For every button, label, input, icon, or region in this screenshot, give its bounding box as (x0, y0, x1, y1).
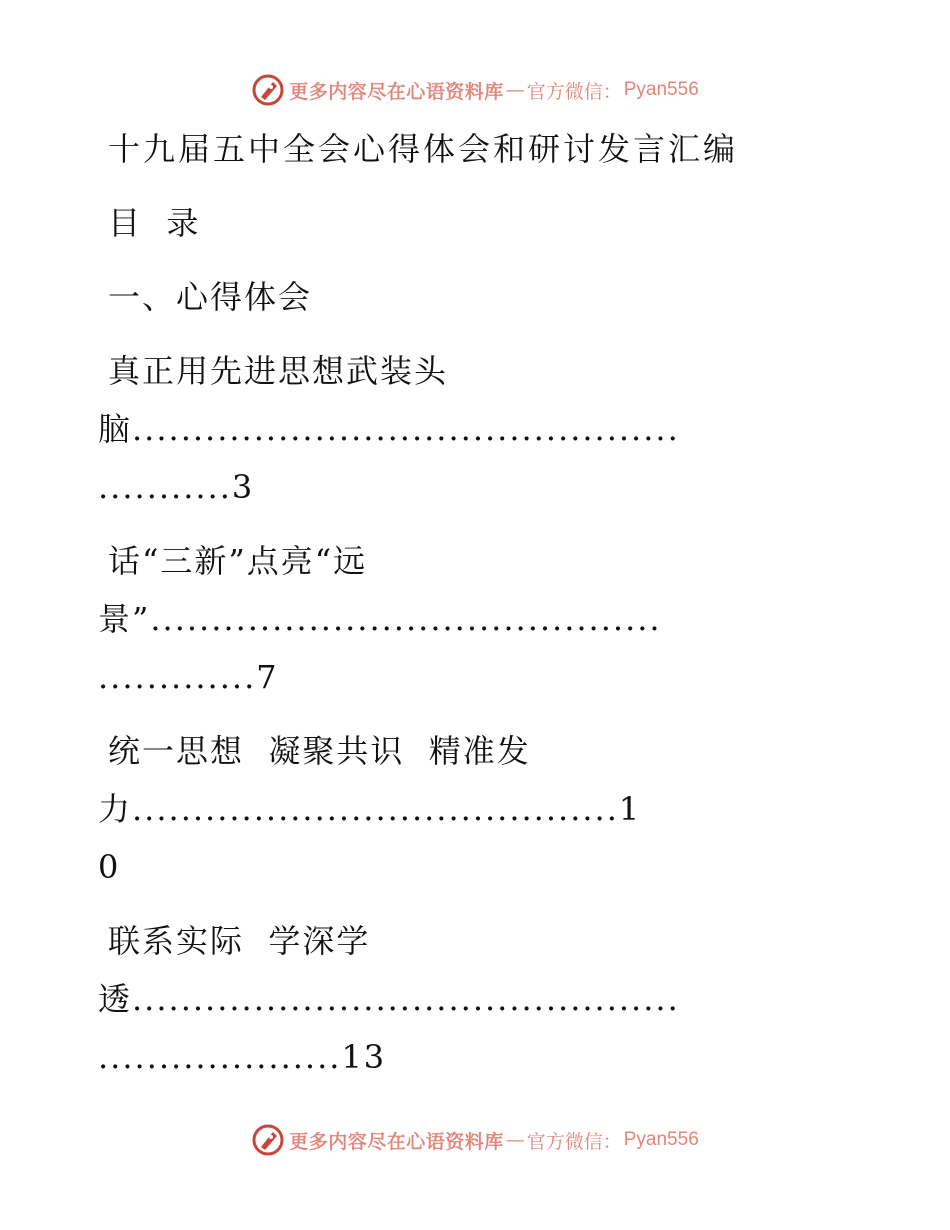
toc-entry-leader: 力........................................1 (98, 790, 642, 828)
banner-wechat-label: 官方微信： (526, 1130, 622, 1153)
toc-entry-page: ...........3 (98, 468, 255, 506)
toc-entry-3[interactable] (98, 722, 858, 896)
header-banner (0, 68, 950, 112)
toc-entry-page: .............7 (98, 658, 279, 696)
toc-entry-4[interactable] (98, 912, 858, 1086)
toc-entry-1[interactable] (98, 342, 858, 516)
section-heading: 一、心得体会 (108, 278, 313, 316)
toc-entry-title: 真正用先进思想武装头 (108, 352, 449, 390)
pen-logo-icon (251, 1123, 285, 1157)
toc-heading: 目 录 (108, 204, 201, 242)
toc-entry-2[interactable] (98, 532, 858, 706)
banner-wechat-id: Pyan556 (623, 1129, 699, 1150)
toc-entry-title: 统一思想 凝聚共识 精准发 (108, 732, 531, 770)
banner-text: 更多内容尽在心语资料库 (289, 80, 504, 103)
document-body (98, 120, 858, 1086)
toc-entry-title: 话“三新”点亮“远 (108, 542, 368, 580)
footer-banner (0, 1118, 950, 1162)
banner-wechat-id: Pyan556 (623, 79, 699, 100)
banner-separator: — (505, 1129, 525, 1151)
pen-logo-icon (251, 73, 285, 107)
toc-entry-page: 0 (98, 848, 121, 886)
toc-entry-leader: 透............................................. (98, 980, 680, 1018)
toc-entry-leader: 脑............................................. (98, 410, 680, 448)
document-title: 十九届五中全会心得体会和研讨发言汇编 (108, 130, 739, 168)
toc-entry-leader: 景”.......................................... (98, 600, 662, 638)
toc-entry-page: ....................13 (98, 1038, 387, 1076)
banner-wechat-label: 官方微信： (526, 80, 622, 103)
banner-separator: — (505, 79, 525, 101)
banner-text: 更多内容尽在心语资料库 (289, 1130, 504, 1153)
toc-entry-title: 联系实际 学深学 (108, 922, 371, 960)
